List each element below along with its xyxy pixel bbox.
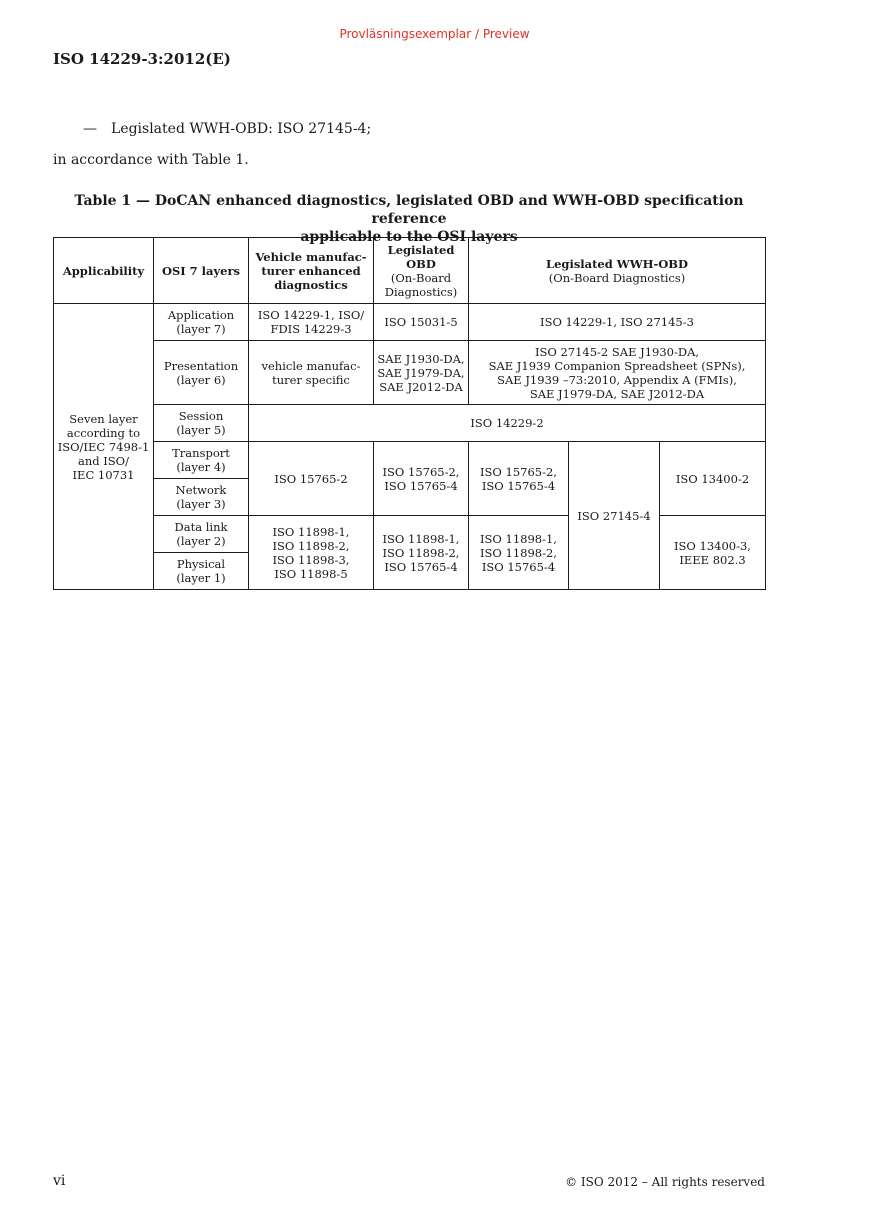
header-osi-layers: OSI 7 layers (154, 238, 249, 304)
paragraph: in accordance with Table 1. (53, 152, 249, 168)
header-legislated-wwh-obd: Legislated WWH-OBD (On-Board Diagnostics) (469, 238, 766, 304)
layer-cell: Transport (layer 4) (154, 442, 249, 479)
wwh-cell: ISO 11898-1, ISO 11898-2, ISO 15765-4 (469, 516, 569, 590)
obd-cell: ISO 15031-5 (374, 304, 469, 341)
wwh-iso27145-4-cell: ISO 27145-4 (569, 442, 660, 590)
vm-cell: ISO 14229-1, ISO/ FDIS 14229-3 (249, 304, 374, 341)
list-item (83, 121, 371, 137)
vm-cell: ISO 11898-1, ISO 11898-2, ISO 11898-3, ISO 11898-5 (249, 516, 374, 590)
obd-cell: ISO 11898-1, ISO 11898-2, ISO 15765-4 (374, 516, 469, 590)
bullet-dash: — (83, 121, 97, 137)
layer-cell: Application (layer 7) (154, 304, 249, 341)
wwh-cell: ISO 27145-2 SAE J1930-DA, SAE J1939 Companion Spreadsheet (SPNs), SAE J1939 –73:2010, Appendix A (FMIs), SAE J1979-DA, SAE J2012-DA (469, 341, 766, 405)
layer-cell: Data link (layer 2) (154, 516, 249, 553)
page-number: vi (53, 1173, 66, 1189)
document-id: ISO 14229-3:2012(E) (53, 50, 231, 68)
layer-cell: Presentation (layer 6) (154, 341, 249, 405)
header-legislated-obd: Legislated OBD (On-Board Diagnostics) (374, 238, 469, 304)
table-caption-line1: Table 1 — DoCAN enhanced diagnostics, legislated OBD and WWH-OBD specification reference (74, 193, 744, 227)
bullet-text: Legislated WWH-OBD: ISO 27145-4; (111, 121, 372, 137)
header-vehicle-manufacturer: Vehicle manufac- turer enhanced diagnostics (249, 238, 374, 304)
table-row-session (54, 405, 766, 442)
copyright: © ISO 2012 – All rights reserved (565, 1175, 765, 1189)
header-applicability: Applicability (54, 238, 154, 304)
layer-cell: Session (layer 5) (154, 405, 249, 442)
vm-cell: vehicle manufac- turer specific (249, 341, 374, 405)
obd-cell: ISO 15765-2, ISO 15765-4 (374, 442, 469, 516)
preview-watermark: Provläsningsexemplar / Preview (339, 27, 530, 41)
applicability-cell: Seven layer according to ISO/IEC 7498-1 and ISO/ IEC 10731 (54, 304, 154, 590)
wwh-cell: ISO 15765-2, ISO 15765-4 (469, 442, 569, 516)
table-row-transport (54, 442, 766, 479)
wwh-cell: ISO 14229-1, ISO 27145-3 (469, 304, 766, 341)
session-value-cell: ISO 14229-2 (249, 405, 766, 442)
table-row-application (54, 304, 766, 341)
vm-cell: ISO 15765-2 (249, 442, 374, 516)
layer-cell: Physical (layer 1) (154, 553, 249, 590)
table-row-presentation (54, 341, 766, 405)
wwh-cell: ISO 13400-3, IEEE 802.3 (660, 516, 766, 590)
table-caption-line2: applicable to the OSI layers (300, 229, 518, 245)
osi-reference-table (53, 237, 766, 590)
layer-cell: Network (layer 3) (154, 479, 249, 516)
table-header-row (54, 238, 766, 304)
obd-cell: SAE J1930-DA, SAE J1979-DA, SAE J2012-DA (374, 341, 469, 405)
table-row-datalink (54, 516, 766, 553)
wwh-cell: ISO 13400-2 (660, 442, 766, 516)
